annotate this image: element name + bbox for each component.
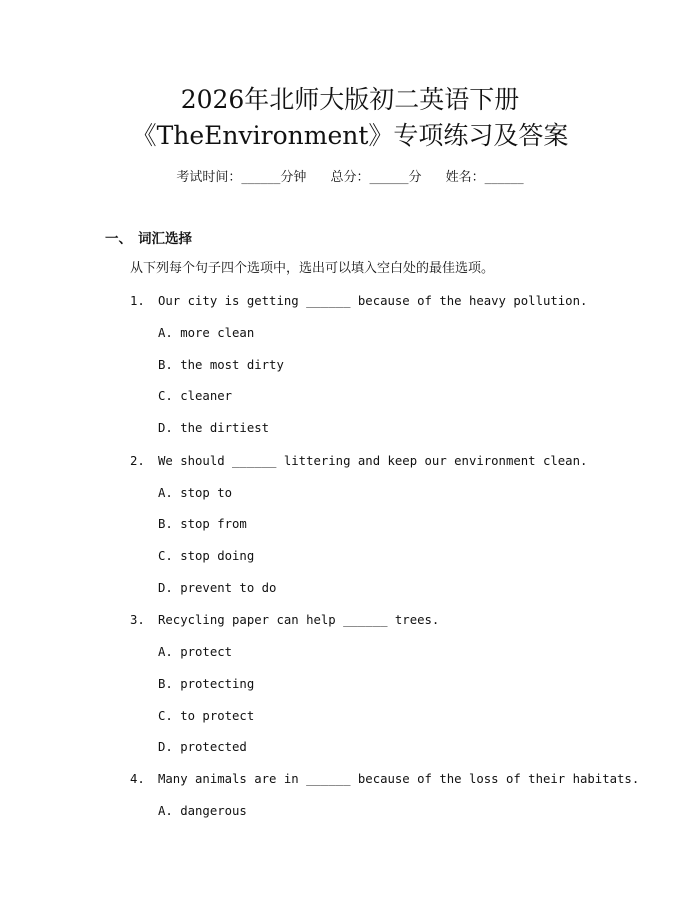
question-text: Recycling paper can help ______ trees. [158,613,440,627]
document-title-line2: 《TheEnvironment》专项练习及答案 [131,121,569,150]
document-title-line1: 2026年北师大版初二英语下册 [180,85,520,114]
question-option: B. stop from [158,517,247,531]
question-option: A. protect [158,645,233,659]
total-score-field: 总分：______分 [330,170,422,185]
question-number: 1. [130,294,145,308]
question-text: Many animals are in ______ because of the loss of their habitats. [158,772,640,786]
question-text: Our city is getting ______ because of the heavy pollution. [158,294,588,308]
exam-time-field: 考试时间：______分钟 [176,170,307,185]
section-title: 词汇选择 [138,231,192,247]
question-option: D. prevent to do [158,581,277,595]
exam-info-row [0,168,700,188]
question-text: We should ______ littering and keep our environment clean. [158,454,588,468]
question-option: D. protected [158,740,247,754]
question-option: A. dangerous [158,804,247,818]
question-option: B. the most dirty [158,358,284,372]
student-name-field: 姓名：______ [445,170,524,185]
question-number: 2. [130,454,145,468]
section-heading [105,229,192,249]
question-number: 3. [130,613,145,627]
question-option: C. to protect [158,709,255,723]
question-number: 4. [130,772,145,786]
question-option: C. cleaner [158,389,233,403]
question-option: A. stop to [158,486,233,500]
question-option: C. stop doing [158,549,255,563]
question-option: D. the dirtiest [158,421,270,435]
section-number: 一、 [105,231,132,247]
question-option: A. more clean [158,326,255,340]
question-option: B. protecting [158,677,255,691]
section-instruction: 从下列每个句子四个选项中，选出可以填入空白处的最佳选项。 [130,261,495,276]
